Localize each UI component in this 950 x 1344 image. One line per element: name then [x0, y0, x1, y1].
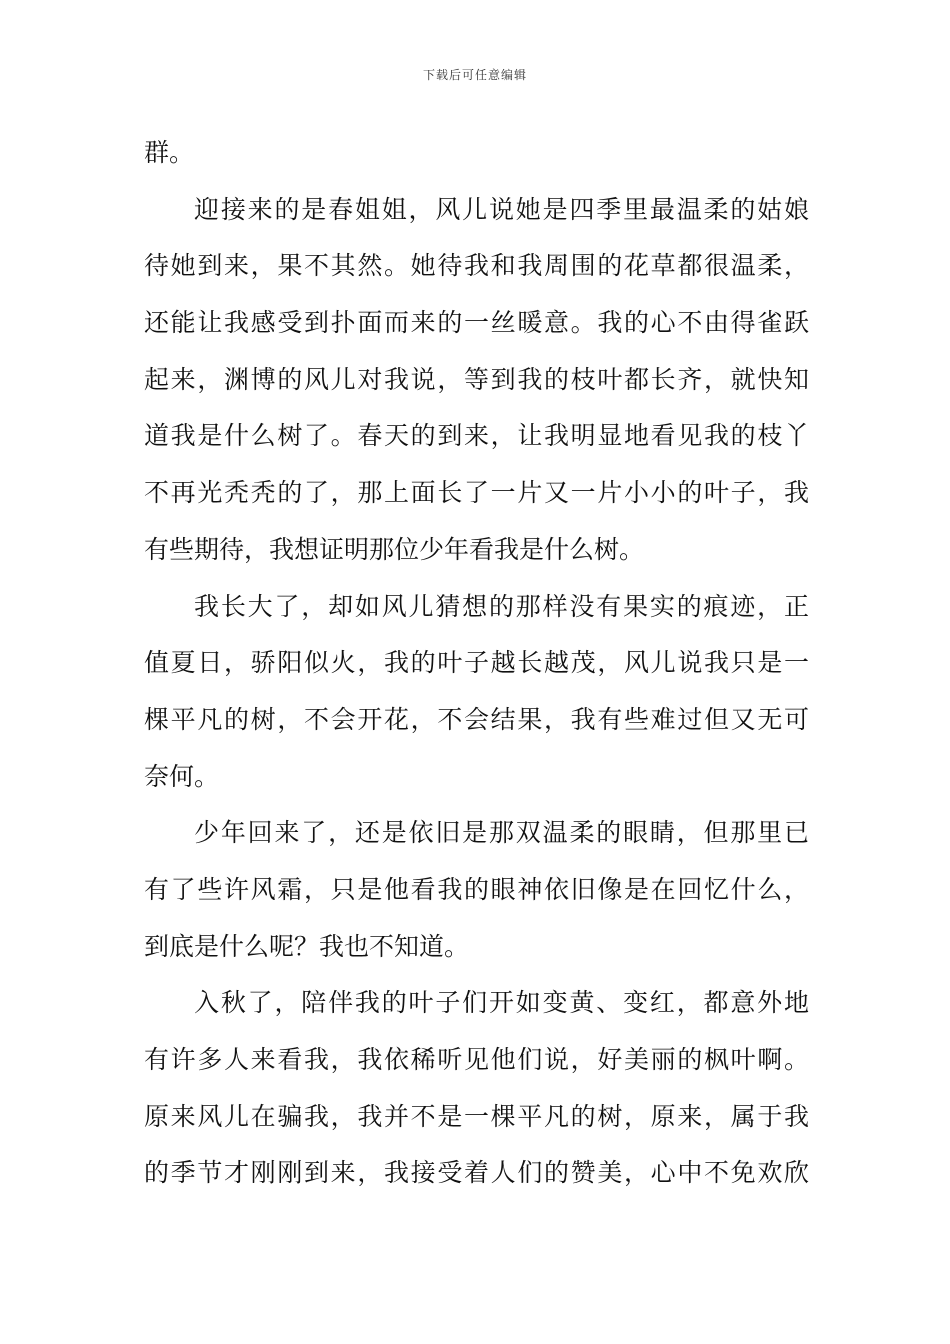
- text-line: 不再光秃秃的了，那上面长了一片又一片小小的叶子，我: [144, 478, 809, 508]
- text-line: 起来，渊博的风儿对我说，等到我的枝叶都长齐，就快知: [144, 364, 809, 394]
- body-text: [144, 128, 809, 1205]
- text-line: 棵平凡的树，不会开花，不会结果，我有些难过但又无可: [144, 704, 809, 734]
- text-line: 的季节才刚刚到来，我接受着人们的赞美，心中不免欢欣: [144, 1158, 809, 1188]
- text-line: 有了些许风霜，只是他看我的眼神依旧像是在回忆什么，: [144, 874, 809, 904]
- text-line: 群。: [144, 138, 195, 167]
- text-line: 待她到来，果不其然。她待我和我周围的花草都很温柔，: [144, 251, 809, 281]
- text-line: 少年回来了，还是依旧是那双温柔的眼睛，但那里已: [194, 818, 809, 848]
- text-line: 奈何。: [144, 761, 220, 791]
- text-line: 值夏日，骄阳似火，我的叶子越长越茂，风儿说我只是一: [144, 648, 809, 678]
- text-line: 我长大了，却如风儿猜想的那样没有果实的痕迹，正: [194, 591, 809, 621]
- text-line: 有些期待，我想证明那位少年看我是什么树。: [144, 534, 645, 564]
- text-line: 原来风儿在骗我，我并不是一棵平凡的树，原来，属于我: [144, 1101, 809, 1131]
- page-header: 下载后可任意编辑: [422, 68, 527, 82]
- text-line: 到底是什么呢？我也不知道。: [144, 931, 470, 961]
- text-line: 迎接来的是春姐姐，风儿说她是四季里最温柔的姑娘: [194, 194, 809, 224]
- text-line: 有许多人来看我，我依稀听见他们说，好美丽的枫叶啊。: [144, 1045, 809, 1074]
- text-line: 道我是什么树了。春天的到来，让我明显地看见我的枝丫: [144, 421, 809, 451]
- text-line: 还能让我感受到扑面而来的一丝暖意。我的心不由得雀跃: [144, 308, 809, 338]
- text-line: 入秋了，陪伴我的叶子们开如变黄、变红，都意外地: [194, 988, 809, 1018]
